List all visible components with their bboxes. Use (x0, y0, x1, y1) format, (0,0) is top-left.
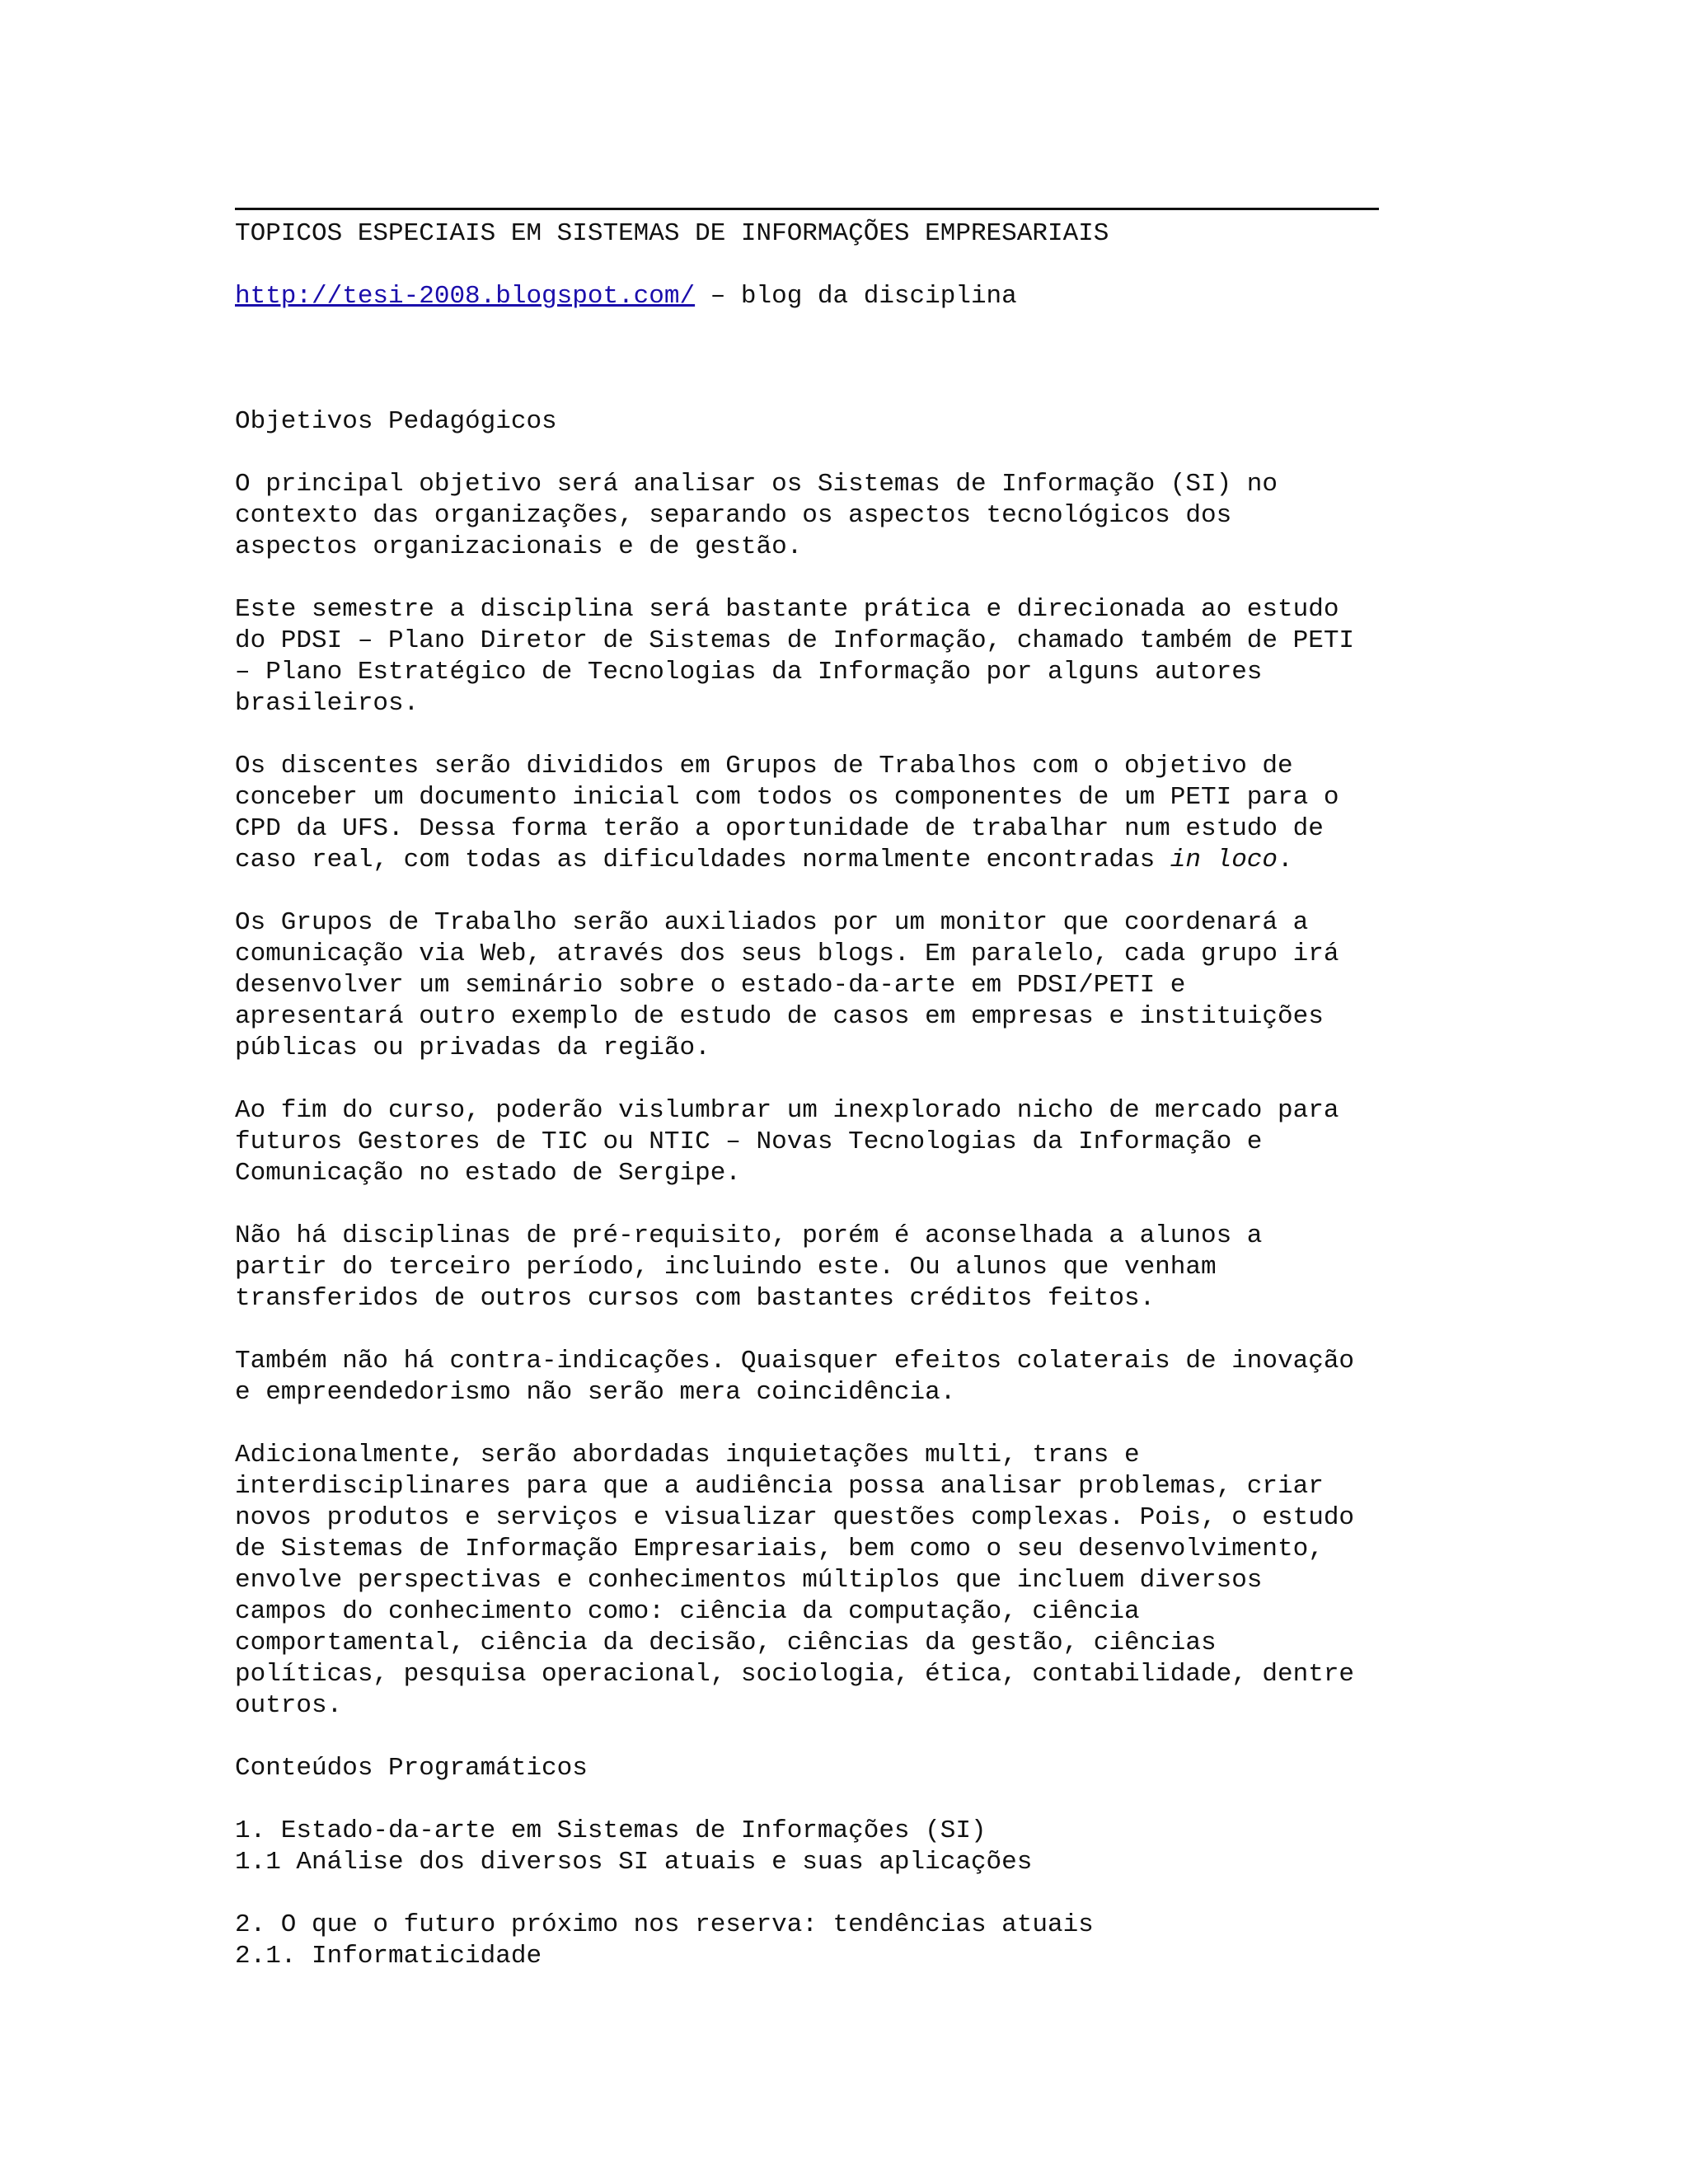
blog-link-suffix: – blog da disciplina (695, 282, 1017, 311)
list-item: 2.1. Informaticidade (235, 1942, 542, 1971)
document-page (235, 208, 1455, 1972)
paragraph-1 (235, 469, 1455, 563)
paragraph-line: desenvolver um seminário sobre o estado-da-arte em PDSI/PETI e (235, 971, 1186, 1000)
paragraph-line: aspectos organizacionais e de gestão. (235, 532, 803, 561)
paragraph-line: e empreendedorismo não serão mera coincidência. (235, 1378, 956, 1407)
paragraph-4 (235, 907, 1455, 1064)
list-item: 1. Estado-da-arte em Sistemas de Informações (SI) (235, 1816, 987, 1845)
paragraph-line: outros. (235, 1691, 343, 1720)
blog-link[interactable]: http://tesi-2008.blogspot.com/ (235, 282, 696, 311)
italic-text: in loco (1170, 846, 1278, 874)
paragraph-line: futuros Gestores de TIC ou NTIC – Novas Tecnologias da Informação e (235, 1127, 1263, 1156)
paragraph-line: transferidos de outros cursos com bastantes créditos feitos. (235, 1284, 1156, 1313)
paragraph-line: O principal objetivo será analisar os Sistemas de Informação (SI) no (235, 470, 1278, 499)
paragraph-3 (235, 751, 1455, 876)
paragraph-line: partir do terceiro período, incluindo este. Ou alunos que venham (235, 1253, 1217, 1282)
paragraph-line: Adicionalmente, serão abordadas inquietações multi, trans e (235, 1441, 1140, 1469)
list-item: 1.1 Análise dos diversos SI atuais e suas aplicações (235, 1848, 1033, 1877)
content-list-2 (235, 1910, 1455, 1972)
paragraph-line: apresentará outro exemplo de estudo de casos em empresas e instituições (235, 1002, 1324, 1031)
paragraph-text: . (1278, 846, 1293, 874)
paragraph-2 (235, 594, 1455, 719)
paragraph-line: campos do conhecimento como: ciência da computação, ciência (235, 1597, 1140, 1626)
paragraph-line: do PDSI – Plano Diretor de Sistemas de Informação, chamado também de PETI (235, 626, 1355, 655)
paragraph-6 (235, 1221, 1455, 1315)
paragraph-line: conceber um documento inicial com todos os componentes de um PETI para o (235, 783, 1339, 812)
paragraph-line: – Plano Estratégico de Tecnologias da Informação por alguns autores (235, 658, 1263, 687)
paragraph-line: comunicação via Web, através dos seus blogs. Em paralelo, cada grupo irá (235, 940, 1339, 968)
top-rule (235, 208, 1379, 210)
paragraph-line: Comunicação no estado de Sergipe. (235, 1159, 741, 1188)
blog-line (235, 281, 1455, 312)
paragraph-line: Os Grupos de Trabalho serão auxiliados por um monitor que coordenará a (235, 908, 1309, 937)
document-title: TOPICOS ESPECIAIS EM SISTEMAS DE INFORMAÇÕES EMPRESARIAIS (235, 219, 1109, 248)
paragraph-line: Também não há contra-indicações. Quaisquer efeitos colaterais de inovação (235, 1347, 1355, 1376)
paragraph-7 (235, 1346, 1455, 1408)
section-heading-objetivos: Objetivos Pedagógicos (235, 407, 557, 436)
paragraph-text: caso real, com todas as dificuldades normalmente encontradas (235, 846, 1170, 874)
paragraph-line: comportamental, ciência da decisão, ciências da gestão, ciências (235, 1629, 1217, 1657)
paragraph-line: Os discentes serão divididos em Grupos de Trabalhos com o objetivo de (235, 752, 1293, 780)
paragraph-line: Não há disciplinas de pré-requisito, porém é aconselhada a alunos a (235, 1221, 1263, 1250)
paragraph-8 (235, 1440, 1455, 1722)
paragraph-5 (235, 1095, 1455, 1189)
paragraph-line: novos produtos e serviços e visualizar questões complexas. Pois, o estudo (235, 1503, 1355, 1532)
paragraph-line: Este semestre a disciplina será bastante prática e direcionada ao estudo (235, 595, 1339, 624)
paragraph-line: CPD da UFS. Dessa forma terão a oportunidade de trabalhar num estudo de (235, 814, 1324, 843)
paragraph-line: brasileiros. (235, 689, 420, 718)
paragraph-line: contexto das organizações, separando os aspectos tecnológicos dos (235, 501, 1232, 530)
paragraph-line: Ao fim do curso, poderão vislumbrar um inexplorado nicho de mercado para (235, 1096, 1339, 1125)
paragraph-line: públicas ou privadas da região. (235, 1033, 710, 1062)
paragraph-line (235, 845, 1455, 876)
paragraph-line: envolve perspectivas e conhecimentos múltiplos que incluem diversos (235, 1566, 1263, 1595)
list-item: 2. O que o futuro próximo nos reserva: tendências atuais (235, 1910, 1094, 1939)
paragraph-line: interdisciplinares para que a audiência possa analisar problemas, criar (235, 1472, 1324, 1501)
paragraph-line: de Sistemas de Informação Empresariais, bem como o seu desenvolvimento, (235, 1535, 1324, 1563)
content-list-1 (235, 1816, 1455, 1878)
paragraph-line: políticas, pesquisa operacional, sociologia, ética, contabilidade, dentre (235, 1660, 1355, 1689)
section-heading-conteudos: Conteúdos Programáticos (235, 1754, 588, 1783)
